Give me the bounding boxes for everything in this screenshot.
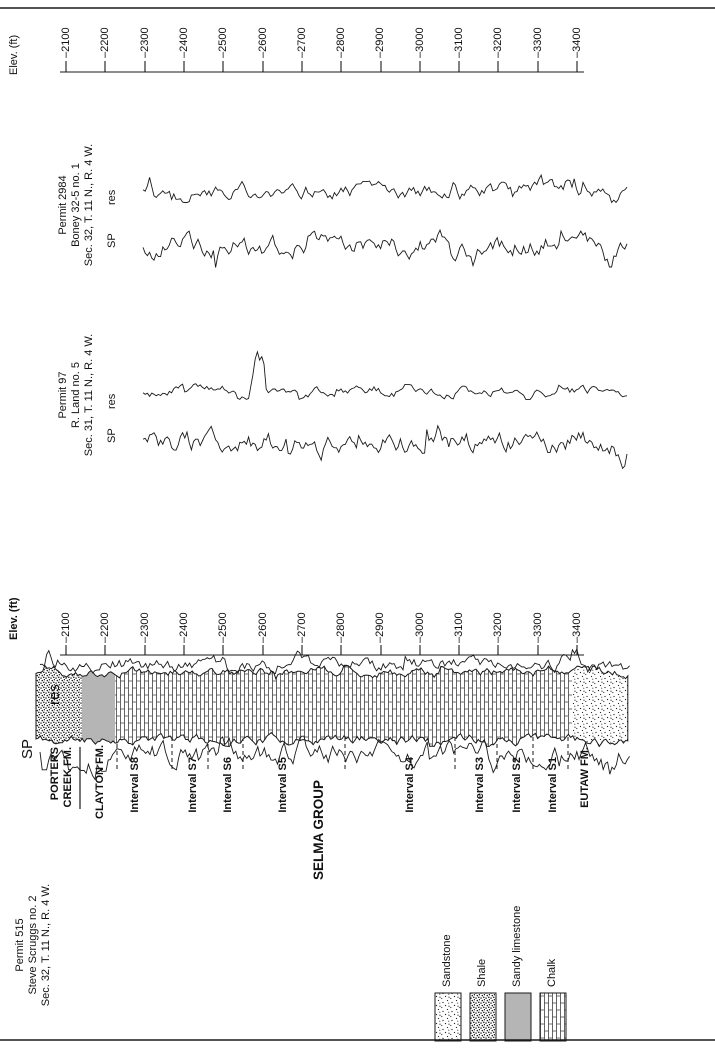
legend-swatch-shale — [470, 993, 496, 1041]
well-location: Sec. 32, T. 11 N., R. 4 W. — [40, 883, 52, 1007]
elevation-axis-title-middle: Elev. (ft) — [8, 597, 20, 640]
elevation-label: –3100 — [453, 27, 465, 58]
elevation-label: –3300 — [532, 27, 544, 58]
curves-and-axes — [0, 8, 715, 1040]
elevation-label: –2300 — [139, 612, 151, 643]
elevation-label: –2100 — [60, 612, 72, 643]
strat-label-s3: Interval S3 — [474, 757, 486, 813]
strat-label-porters-line2: CREEK FM. — [62, 747, 74, 808]
elevation-label: –2900 — [374, 27, 386, 58]
elevation-label: –3400 — [571, 612, 583, 643]
elevation-label: –3200 — [492, 612, 504, 643]
elevation-label: –2500 — [217, 612, 229, 643]
legend-label-sandstone: Sandstone — [441, 934, 453, 987]
elevation-label: –2400 — [178, 27, 190, 58]
well-name: Permit 2984 — [57, 175, 69, 235]
legend-swatch-chalk — [540, 993, 566, 1041]
legend-label-shale: Shale — [476, 958, 488, 987]
legend-swatch-sandy-limestone — [505, 993, 531, 1041]
elevation-label: –2100 — [60, 27, 72, 58]
elevation-label: –2800 — [335, 612, 347, 643]
strat-label-eutaw: EUTAW FM. — [579, 747, 591, 808]
sp-label-515: SP — [19, 738, 36, 759]
elevation-label: –3200 — [492, 27, 504, 58]
well-header-permit-97 — [57, 325, 96, 465]
legend-label-sandy-limestone: Sandy limestone — [511, 905, 523, 987]
res-label-97: res — [106, 393, 118, 409]
strat-label-s1: Interval S1 — [547, 757, 559, 813]
elevation-label: –2200 — [99, 27, 111, 58]
well-header-permit-2984 — [57, 135, 96, 275]
strat-label-clayton: CLAYTON FM. — [94, 745, 106, 819]
well-header-permit-515 — [14, 875, 53, 1015]
elevation-label: –2600 — [257, 612, 269, 643]
sp-label-2984: SP — [106, 233, 118, 248]
res-label-2984: res — [106, 189, 118, 205]
elevation-label: –3000 — [414, 27, 426, 58]
res-label-515: res — [46, 684, 63, 705]
elevation-label: –2200 — [99, 612, 111, 643]
well-lease: Boney 32-5 no. 1 — [70, 163, 82, 247]
elevation-label: –2400 — [178, 612, 190, 643]
well-lease: Steve Scruggs no. 2 — [27, 895, 39, 995]
strat-label-s8: Interval S8 — [129, 757, 141, 813]
elevation-label: –2700 — [296, 27, 308, 58]
strat-label-s2: Interval S2 — [511, 757, 523, 813]
elevation-label: –3100 — [453, 612, 465, 643]
strat-label-s5: Interval S5 — [277, 757, 289, 813]
legend-swatch-sandstone — [435, 993, 461, 1041]
elevation-label: –2800 — [335, 27, 347, 58]
elevation-axis-title-right: Elev. (ft) — [8, 34, 20, 75]
legend-label-chalk: Chalk — [546, 958, 558, 987]
strat-label-s6: Interval S6 — [222, 757, 234, 813]
well-location: Sec. 32, T. 11 N., R. 4 W. — [83, 143, 95, 267]
strat-label-s4: Interval S4 — [404, 757, 416, 813]
strat-label-porters-line1: PORTERS — [49, 747, 61, 801]
strat-label-s7: Interval S7 — [187, 757, 199, 813]
sp-label-97: SP — [106, 428, 118, 443]
well-location: Sec. 31, T. 11 N., R. 4 W. — [83, 333, 95, 457]
strat-label-selma-group: SELMA GROUP — [311, 780, 326, 881]
elevation-label: –2300 — [139, 27, 151, 58]
elevation-label: –3300 — [532, 612, 544, 643]
elevation-label: –3000 — [414, 612, 426, 643]
elevation-label: –3400 — [571, 27, 583, 58]
well-name: Permit 515 — [14, 918, 26, 972]
well-lease: R. Land no. 5 — [70, 361, 82, 429]
well-name: Permit 97 — [57, 371, 69, 419]
elevation-label: –2700 — [296, 612, 308, 643]
elevation-label: –2600 — [257, 27, 269, 58]
elevation-label: –2500 — [217, 27, 229, 58]
elevation-label: –2900 — [374, 612, 386, 643]
legend-swatches — [435, 993, 566, 1041]
